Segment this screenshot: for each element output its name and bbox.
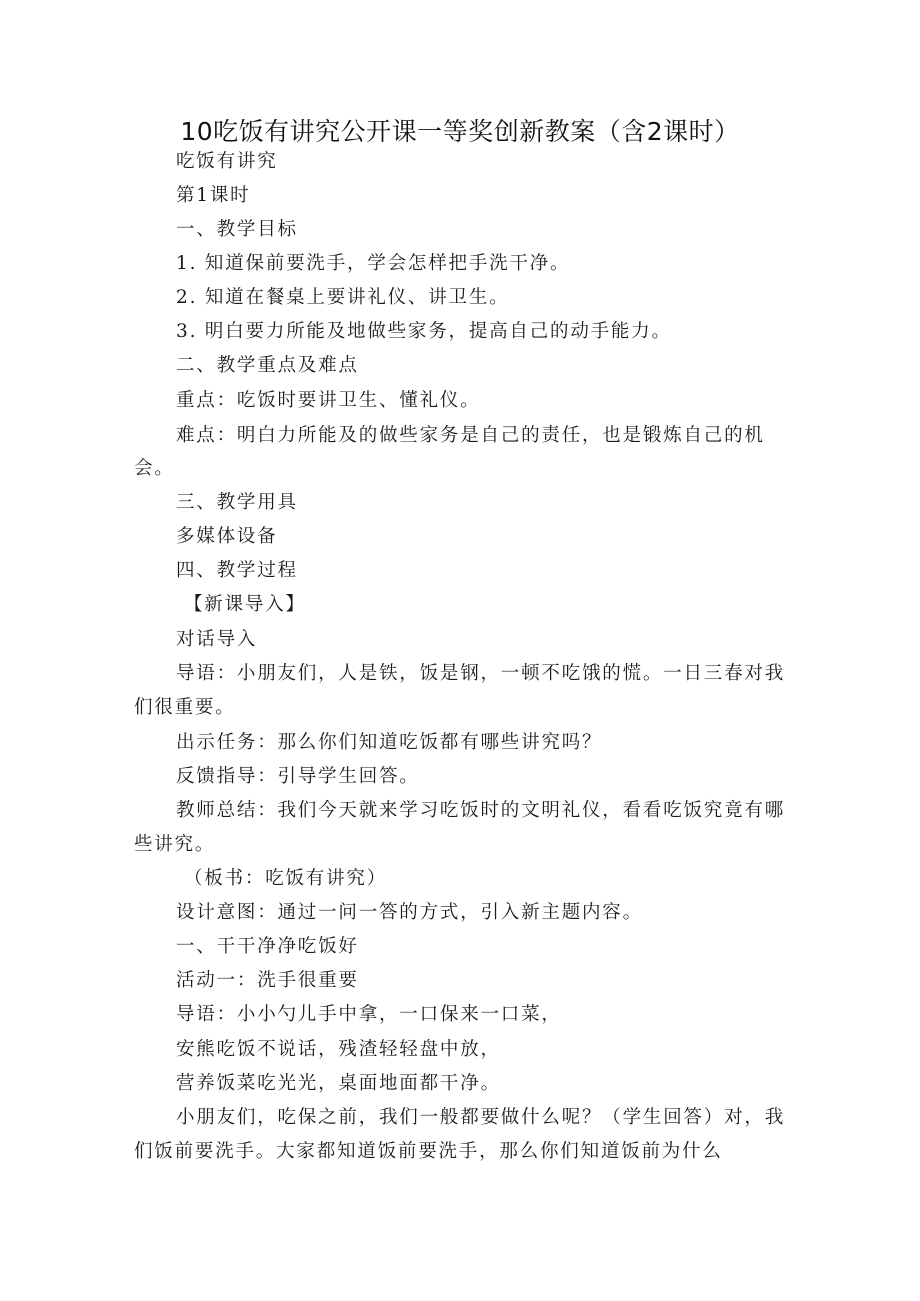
activity-1: 活动一：洗手很重要	[176, 970, 359, 991]
question-line-cont: 们饭前要洗手。大家都知道饭前要洗手，那么你们知道饭前为什么	[134, 1141, 723, 1162]
tools: 多媒体设备	[176, 526, 278, 547]
goal-3: 3. 明白要力所能及地做些家务，提高自己的动手能力。	[176, 321, 672, 342]
rhyme-line-3: 营养饭菜吃光光，桌面地面都干净。	[176, 1073, 501, 1094]
task-line: 出示任务：那么你们知道吃饭都有哪些讲究吗？	[176, 732, 603, 753]
dialogue-intro: 对话导入	[176, 629, 258, 650]
heading-process: 四、教学过程	[176, 560, 298, 581]
guide-line: 导语：小朋友们，人是铁，饭是钢，一顿不吃饿的慌。一日三春对我	[176, 663, 786, 684]
guide-line-cont: 们很重要。	[134, 697, 236, 718]
summary-line-cont: 些讲究。	[134, 834, 216, 855]
feedback-line: 反馈指导：引导学生回答。	[176, 766, 420, 787]
heading-keypoints: 二、教学重点及难点	[176, 355, 359, 376]
difficulty: 难点：明白力所能及的做些家务是自己的责任，也是锻炼自己的机	[176, 425, 765, 446]
line-subtitle: 吃饭有讲究	[176, 151, 278, 172]
goal-1: 1. 知道保前要洗手，学会怎样把手洗干净。	[176, 253, 571, 274]
difficulty-cont: 会。	[134, 458, 175, 479]
heading-goals: 一、教学目标	[176, 219, 298, 240]
line-lesson-1: 第1课时	[176, 185, 251, 206]
summary-line: 教师总结：我们今天就来学习吃饭时的文明礼仪，看看吃饭究竟有哪	[176, 800, 786, 821]
section-clean-eating: 一、干干净净吃饭好	[176, 936, 359, 957]
section-intro: 【新课导入】	[184, 594, 306, 615]
document-title: 10吃饭有讲究公开课一等奖创新教案（含2课时）	[180, 117, 740, 146]
goal-2: 2. 知道在餐桌上要讲礼仪、讲卫生。	[176, 287, 510, 308]
question-line: 小朋友们，吃保之前，我们一般都要做什么呢？（学生回答）对，我	[176, 1107, 786, 1128]
rhyme-line-2: 安熊吃饭不说话，残渣轻轻盘中放，	[176, 1039, 501, 1060]
board-note: （板书：吃饭有讲究）	[184, 868, 388, 889]
design-intent: 设计意图：通过一问一答的方式，引入新主题内容。	[176, 902, 643, 923]
keypoint: 重点：吃饭时要讲卫生、懂礼仪。	[176, 390, 481, 411]
rhyme-line-1: 导语：小小勺儿手中拿，一口保来一口菜，	[176, 1004, 562, 1025]
heading-tools: 三、教学用具	[176, 492, 298, 513]
